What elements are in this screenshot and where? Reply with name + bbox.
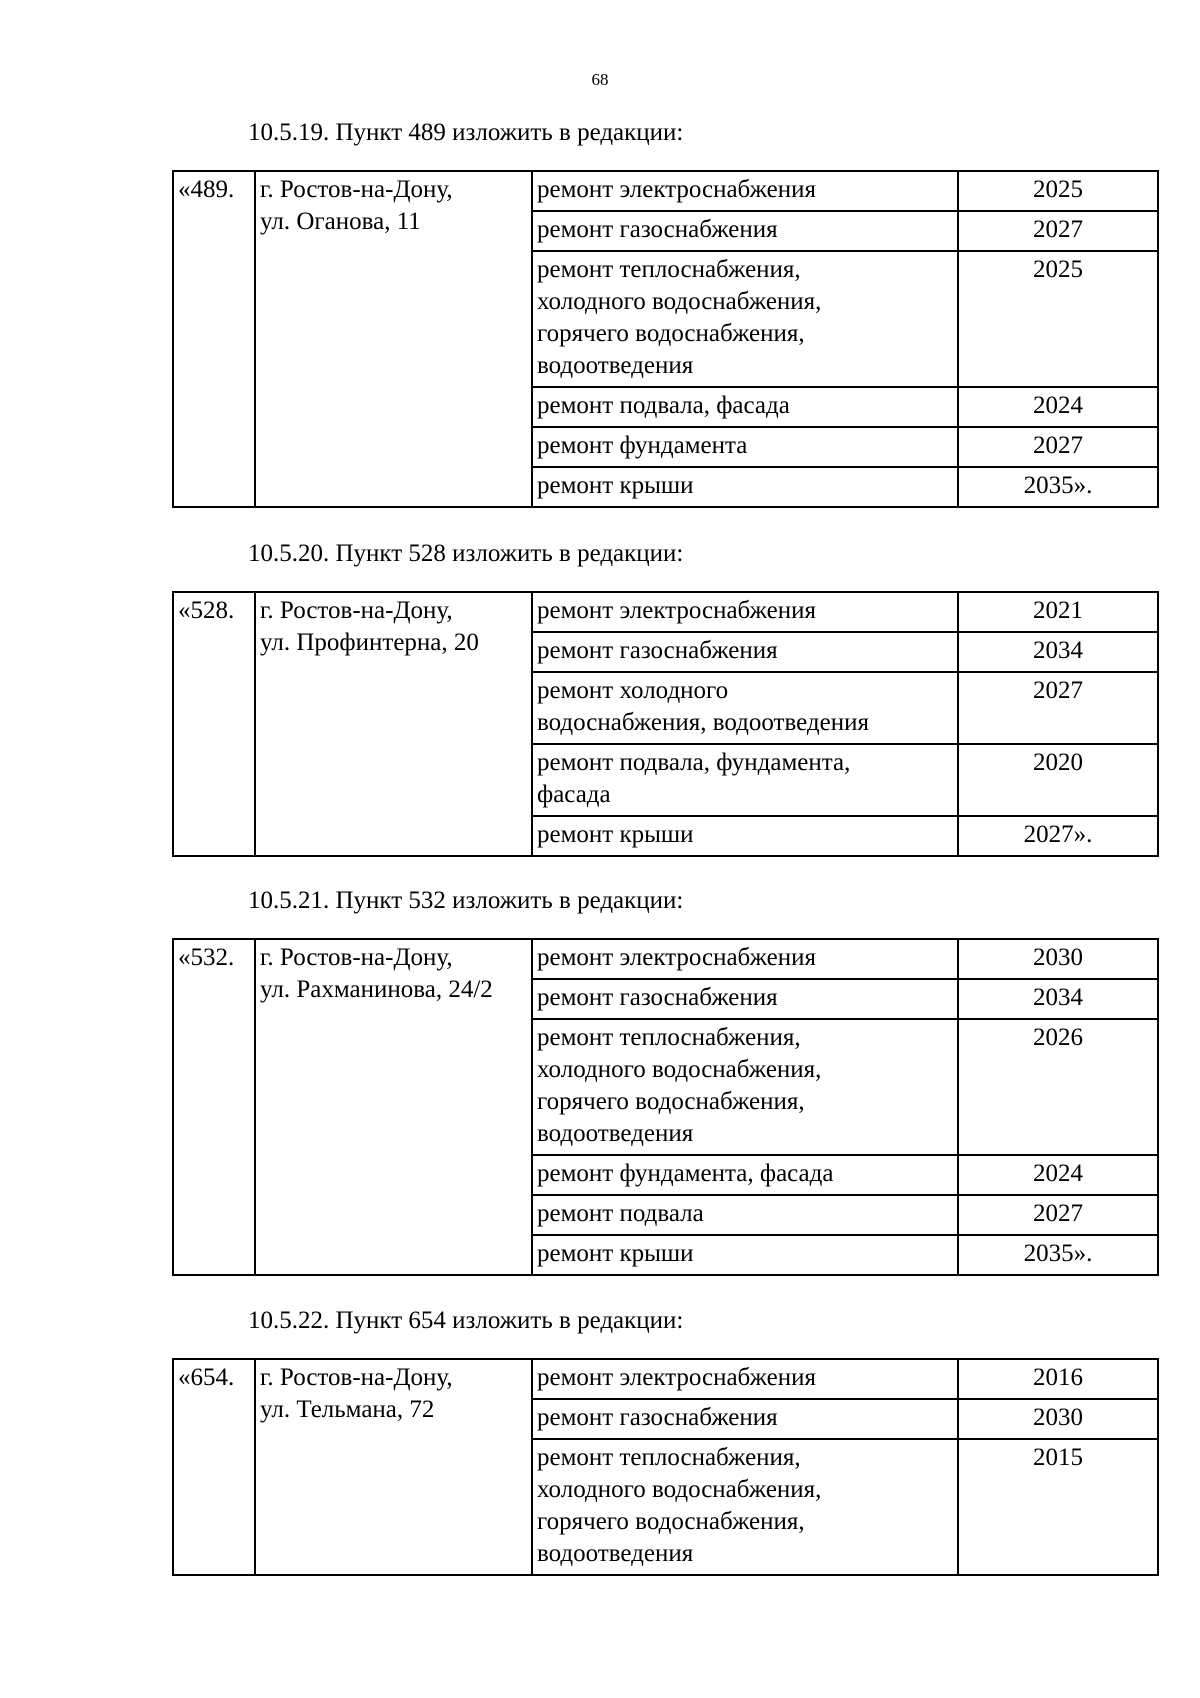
amendment-section (172, 1306, 1157, 1576)
amendment-table (172, 591, 1159, 857)
year-cell: 2026 (958, 1019, 1158, 1155)
year-cell: 2021 (958, 592, 1158, 632)
year-cell: 2025 (958, 251, 1158, 387)
work-cell: ремонт холодного водоснабжения, водоотведения (532, 672, 958, 744)
table-row (173, 592, 1158, 632)
work-cell: ремонт газоснабжения (532, 632, 958, 672)
work-cell: ремонт подвала (532, 1195, 958, 1235)
address-cell: г. Ростов-на-Дону, ул. Рахманинова, 24/2 (255, 939, 532, 1275)
work-cell: ремонт теплоснабжения, холодного водоснабжения, горячего водоснабжения, водоотведения (532, 251, 958, 387)
year-cell: 2020 (958, 744, 1158, 816)
work-cell: ремонт теплоснабжения, холодного водоснабжения, горячего водоснабжения, водоотведения (532, 1019, 958, 1155)
section-heading: 10.5.20. Пункт 528 изложить в редакции: (248, 540, 684, 567)
amendment-section (172, 118, 1157, 508)
address-cell: г. Ростов-на-Дону, ул. Профинтерна, 20 (255, 592, 532, 856)
item-number: «489. (173, 171, 255, 507)
work-cell: ремонт газоснабжения (532, 211, 958, 251)
year-cell: 2015 (958, 1439, 1158, 1575)
work-cell: ремонт электроснабжения (532, 1359, 958, 1399)
item-number: «528. (173, 592, 255, 856)
amendment-table (172, 170, 1159, 508)
work-cell: ремонт электроснабжения (532, 592, 958, 632)
section-heading: 10.5.22. Пункт 654 изложить в редакции: (248, 1307, 684, 1334)
work-cell: ремонт крыши (532, 1235, 958, 1275)
work-cell: ремонт подвала, фасада (532, 387, 958, 427)
work-cell: ремонт фундамента, фасада (532, 1155, 958, 1195)
address-cell: г. Ростов-на-Дону, ул. Тельмана, 72 (255, 1359, 532, 1575)
year-cell: 2030 (958, 1399, 1158, 1439)
work-cell: ремонт крыши (532, 816, 958, 856)
work-cell: ремонт электроснабжения (532, 171, 958, 211)
year-cell: 2034 (958, 632, 1158, 672)
year-cell: 2024 (958, 1155, 1158, 1195)
table-row (173, 939, 1158, 979)
year-cell: 2027 (958, 672, 1158, 744)
amendment-table (172, 1358, 1159, 1576)
work-cell: ремонт газоснабжения (532, 1399, 958, 1439)
work-cell: ремонт фундамента (532, 427, 958, 467)
amendment-section (172, 539, 1157, 857)
table-row (173, 171, 1158, 211)
work-cell: ремонт газоснабжения (532, 979, 958, 1019)
amendment-table (172, 938, 1159, 1276)
page-number: 68 (591, 70, 609, 89)
work-cell: ремонт крыши (532, 467, 958, 507)
address-cell: г. Ростов-на-Дону, ул. Оганова, 11 (255, 171, 532, 507)
year-cell: 2027 (958, 1195, 1158, 1235)
item-number: «654. (173, 1359, 255, 1575)
section-heading: 10.5.21. Пункт 532 изложить в редакции: (248, 887, 684, 914)
item-number: «532. (173, 939, 255, 1275)
work-cell: ремонт подвала, фундамента, фасада (532, 744, 958, 816)
work-cell: ремонт теплоснабжения, холодного водоснабжения, горячего водоснабжения, водоотведения (532, 1439, 958, 1575)
year-cell: 2027». (958, 816, 1158, 856)
amendment-section (172, 886, 1157, 1276)
table-row (173, 1359, 1158, 1399)
year-cell: 2025 (958, 171, 1158, 211)
year-cell: 2034 (958, 979, 1158, 1019)
year-cell: 2024 (958, 387, 1158, 427)
year-cell: 2016 (958, 1359, 1158, 1399)
year-cell: 2030 (958, 939, 1158, 979)
year-cell: 2035». (958, 467, 1158, 507)
work-cell: ремонт электроснабжения (532, 939, 958, 979)
year-cell: 2027 (958, 211, 1158, 251)
year-cell: 2027 (958, 427, 1158, 467)
year-cell: 2035». (958, 1235, 1158, 1275)
section-heading: 10.5.19. Пункт 489 изложить в редакции: (248, 119, 684, 146)
